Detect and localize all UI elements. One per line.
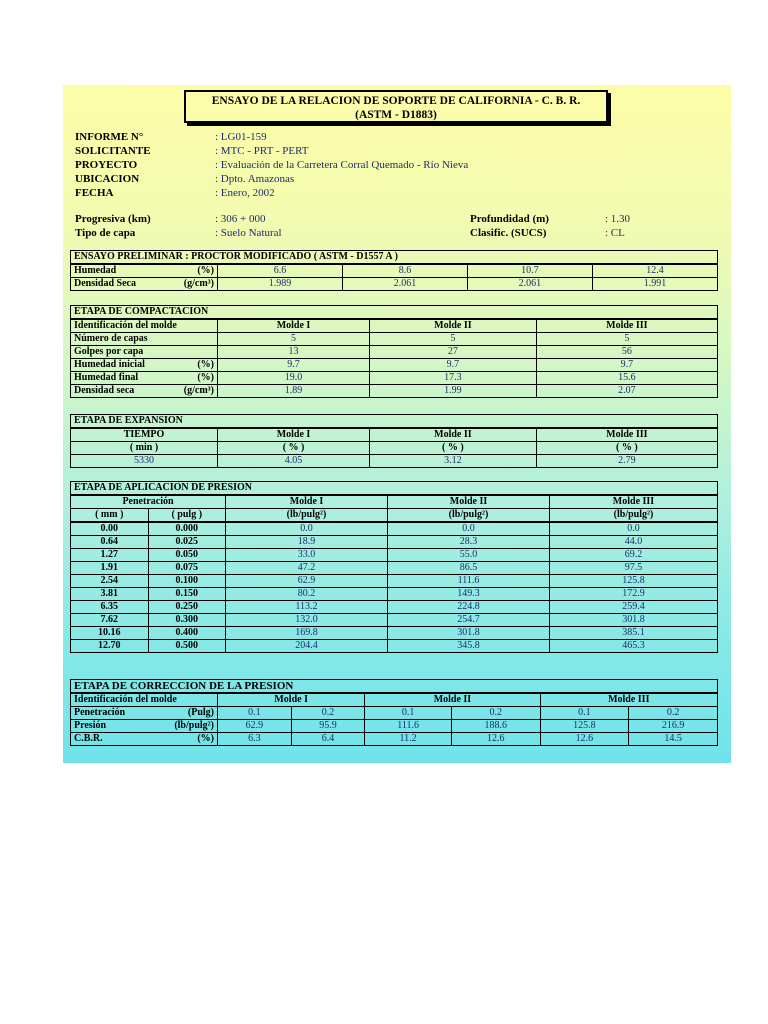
column-unit: ( % )	[536, 442, 717, 455]
table-cell: 1.991	[592, 278, 717, 291]
info-block	[75, 130, 468, 200]
table-row	[71, 549, 718, 562]
table-cell: 10.16	[71, 627, 149, 640]
title-line-2: (ASTM - D1883)	[355, 109, 437, 121]
profundidad-value: : 1.30	[605, 213, 631, 225]
table-cell: 18.9	[226, 536, 388, 549]
progresiva-value: : 306 + 000	[215, 213, 266, 225]
table-cell: 0.2	[291, 707, 365, 720]
table-cell: 0.100	[148, 575, 226, 588]
info-label-solicitante: SOLICITANTE	[75, 145, 151, 157]
table-cell: 1.91	[71, 562, 149, 575]
proctor-title: ENSAYO PRELIMINAR : PROCTOR MODIFICADO ( ASTM - D1557 A )	[71, 251, 718, 265]
table-cell: 0.075	[148, 562, 226, 575]
table-cell: 0.1	[218, 707, 292, 720]
table-cell: 169.8	[226, 627, 388, 640]
table-row	[71, 733, 718, 746]
table-cell: 7.62	[71, 614, 149, 627]
column-unit: ( pulg )	[148, 509, 226, 523]
table-cell: 172.9	[550, 588, 718, 601]
table-row	[71, 562, 718, 575]
table-cell: 95.9	[291, 720, 365, 733]
row-label: Golpes por capa	[74, 346, 144, 357]
column-header: Molde III	[540, 693, 717, 707]
table-cell: 132.0	[226, 614, 388, 627]
column-header: TIEMPO	[71, 428, 218, 442]
table-row	[71, 575, 718, 588]
table-row	[71, 601, 718, 614]
row-label: Densidad seca	[74, 385, 135, 396]
table-cell: 44.0	[550, 536, 718, 549]
table-row	[71, 359, 718, 372]
proctor-row-unit: (%)	[197, 265, 214, 276]
column-header: Molde I	[218, 428, 370, 442]
table-cell: 0.0	[550, 522, 718, 536]
table-cell: 0.64	[71, 536, 149, 549]
table-cell: 0.000	[148, 522, 226, 536]
table-cell: 301.8	[388, 627, 550, 640]
table-cell: 12.70	[71, 640, 149, 653]
tipo-capa-value: : Suelo Natural	[215, 227, 282, 239]
table-cell: 2.54	[71, 575, 149, 588]
clasific-value: : CL	[605, 227, 625, 239]
expansion-title: ETAPA DE EXPANSION	[71, 415, 718, 429]
column-unit: (lb/pulg²)	[226, 509, 388, 523]
column-header: Molde II	[370, 319, 537, 333]
table-cell: 125.8	[540, 720, 629, 733]
table-cell: 5330	[71, 455, 218, 468]
info-block-3	[470, 212, 630, 240]
table-cell: 1.89	[218, 385, 370, 398]
table-row	[71, 385, 718, 398]
table-cell: 465.3	[550, 640, 718, 653]
table-cell: 0.300	[148, 614, 226, 627]
table-cell: 6.3	[218, 733, 292, 746]
table-cell: 0.250	[148, 601, 226, 614]
table-cell: 62.9	[218, 720, 292, 733]
column-header: Molde I	[218, 693, 365, 707]
table-cell: 0.2	[629, 707, 718, 720]
proctor-table	[70, 250, 718, 291]
table-cell: 2.07	[536, 385, 717, 398]
proctor-row-label: Densidad Seca	[74, 278, 136, 289]
row-label: Humedad inicial	[74, 359, 145, 370]
table-cell: 111.6	[365, 720, 452, 733]
table-cell: 15.6	[536, 372, 717, 385]
table-cell: 2.061	[342, 278, 467, 291]
column-header: Molde II	[370, 428, 537, 442]
table-cell: 12.6	[451, 733, 540, 746]
table-cell: 0.025	[148, 536, 226, 549]
table-row	[71, 278, 718, 291]
table-cell: 111.6	[388, 575, 550, 588]
table-row	[71, 588, 718, 601]
info-label-informe: INFORME N°	[75, 131, 144, 143]
table-cell: 13	[218, 346, 370, 359]
info-value-proyecto: : Evaluación de la Carretera Corral Quemado - Río Nieva	[215, 159, 469, 171]
table-cell: 3.81	[71, 588, 149, 601]
row-label: Penetración	[74, 707, 126, 718]
row-label: C.B.R.	[74, 733, 103, 744]
table-cell: 6.35	[71, 601, 149, 614]
table-cell: 9.7	[370, 359, 537, 372]
column-unit: (lb/pulg²)	[388, 509, 550, 523]
table-cell: 12.6	[540, 733, 629, 746]
info-value-ubicacion: : Dpto. Amazonas	[215, 173, 295, 185]
table-cell: 11.2	[365, 733, 452, 746]
progresiva-label: Progresiva (km)	[75, 213, 151, 225]
correccion-table	[70, 679, 718, 746]
table-cell: 188.6	[451, 720, 540, 733]
row-label: Humedad final	[74, 372, 139, 383]
table-cell: 0.500	[148, 640, 226, 653]
table-cell: 0.1	[365, 707, 452, 720]
table-cell: 17.3	[370, 372, 537, 385]
table-cell: 1.27	[71, 549, 149, 562]
table-cell: 5	[370, 333, 537, 346]
table-cell: 113.2	[226, 601, 388, 614]
column-header: Molde II	[388, 495, 550, 509]
column-unit: ( mm )	[71, 509, 149, 523]
table-row	[71, 522, 718, 536]
table-cell: 10.7	[467, 264, 592, 278]
table-header-row	[71, 495, 718, 509]
table-row	[71, 640, 718, 653]
title-line-1: ENSAYO DE LA RELACION DE SOPORTE DE CALIFORNIA - C. B. R.	[211, 95, 581, 107]
table-cell: 216.9	[629, 720, 718, 733]
table-header-row	[71, 319, 718, 333]
table-cell: 224.8	[388, 601, 550, 614]
table-cell: 345.8	[388, 640, 550, 653]
table-row	[71, 536, 718, 549]
table-cell: 28.3	[388, 536, 550, 549]
table-header-row	[71, 442, 718, 455]
expansion-table	[70, 414, 718, 468]
table-cell: 9.7	[536, 359, 717, 372]
table-cell: 0.00	[71, 522, 149, 536]
table-cell: 149.3	[388, 588, 550, 601]
info-value-fecha: : Enero, 2002	[215, 187, 275, 199]
table-cell: 5	[218, 333, 370, 346]
table-cell: 19.0	[218, 372, 370, 385]
proctor-row-unit: (g/cm³)	[183, 278, 214, 289]
table-header-row	[71, 428, 718, 442]
proctor-row-label: Humedad	[74, 265, 117, 276]
table-cell: 1.989	[218, 278, 343, 291]
column-header: Penetración	[71, 495, 226, 509]
table-cell: 254.7	[388, 614, 550, 627]
table-row	[71, 627, 718, 640]
presion-table	[70, 481, 718, 653]
table-cell: 204.4	[226, 640, 388, 653]
table-row	[71, 707, 718, 720]
table-cell: 2.061	[467, 278, 592, 291]
table-cell: 2.79	[536, 455, 717, 468]
column-unit: ( % )	[370, 442, 537, 455]
table-cell: 80.2	[226, 588, 388, 601]
table-cell: 0.050	[148, 549, 226, 562]
table-cell: 0.150	[148, 588, 226, 601]
column-header: Molde III	[536, 319, 717, 333]
table-cell: 9.7	[218, 359, 370, 372]
table-row	[71, 264, 718, 278]
presion-title: ETAPA DE APLICACION DE PRESION	[71, 482, 718, 496]
row-unit: (%)	[197, 372, 214, 383]
info-label-proyecto: PROYECTO	[75, 159, 138, 171]
table-row	[71, 333, 718, 346]
table-row	[71, 455, 718, 468]
table-cell: 0.2	[451, 707, 540, 720]
table-cell: 69.2	[550, 549, 718, 562]
table-cell: 47.2	[226, 562, 388, 575]
column-unit: (lb/pulg²)	[550, 509, 718, 523]
table-row	[71, 614, 718, 627]
column-unit: ( % )	[218, 442, 370, 455]
table-cell: 27	[370, 346, 537, 359]
column-header: Molde I	[218, 319, 370, 333]
info-label-fecha: FECHA	[75, 187, 114, 199]
column-unit: ( min )	[71, 442, 218, 455]
row-label: Presión	[74, 720, 107, 731]
table-row	[71, 346, 718, 359]
table-cell: 86.5	[388, 562, 550, 575]
table-row	[71, 372, 718, 385]
table-header-row	[71, 509, 718, 523]
table-cell: 12.4	[592, 264, 717, 278]
table-row	[71, 720, 718, 733]
report-title	[184, 90, 608, 123]
table-cell: 56	[536, 346, 717, 359]
column-header: Molde I	[226, 495, 388, 509]
table-cell: 5	[536, 333, 717, 346]
table-cell: 0.1	[540, 707, 629, 720]
table-cell: 14.5	[629, 733, 718, 746]
table-cell: 33.0	[226, 549, 388, 562]
row-unit: (%)	[197, 733, 214, 744]
column-header: Molde III	[550, 495, 718, 509]
table-cell: 0.0	[388, 522, 550, 536]
info-block-2	[75, 212, 282, 240]
clasific-label: Clasific. (SUCS)	[470, 227, 547, 239]
correccion-title: ETAPA DE CORRECCION DE LA PRESION	[71, 680, 718, 694]
table-cell: 301.8	[550, 614, 718, 627]
row-label: Número de capas	[74, 333, 148, 344]
table-cell: 97.5	[550, 562, 718, 575]
table-cell: 3.12	[370, 455, 537, 468]
row-unit: (%)	[197, 359, 214, 370]
table-cell: 8.6	[342, 264, 467, 278]
table-cell: 6.4	[291, 733, 365, 746]
table-cell: 385.1	[550, 627, 718, 640]
column-header: Identificación del molde	[71, 319, 218, 333]
table-cell: 259.4	[550, 601, 718, 614]
table-header-row	[71, 693, 718, 707]
table-cell: 6.6	[218, 264, 343, 278]
column-header: Molde III	[536, 428, 717, 442]
table-cell: 0.0	[226, 522, 388, 536]
table-cell: 4.05	[218, 455, 370, 468]
profundidad-label: Profundidad (m)	[470, 213, 549, 225]
tipo-capa-label: Tipo de capa	[75, 227, 136, 239]
info-label-ubicacion: UBICACION	[75, 173, 140, 185]
info-value-solicitante: : MTC - PRT - PERT	[215, 145, 309, 157]
table-cell: 55.0	[388, 549, 550, 562]
table-cell: 1.99	[370, 385, 537, 398]
table-cell: 0.400	[148, 627, 226, 640]
row-unit: (g/cm³)	[183, 385, 214, 396]
row-unit: (Pulg)	[187, 707, 214, 718]
column-header: Identificación del molde	[71, 693, 218, 707]
column-header: Molde II	[365, 693, 540, 707]
table-cell: 125.8	[550, 575, 718, 588]
row-unit: (lb/pulg²)	[174, 720, 214, 731]
table-cell: 62.9	[226, 575, 388, 588]
info-value-informe: : LG01-159	[215, 131, 267, 143]
compactacion-title: ETAPA DE COMPACTACION	[71, 306, 718, 320]
compactacion-table	[70, 305, 718, 398]
